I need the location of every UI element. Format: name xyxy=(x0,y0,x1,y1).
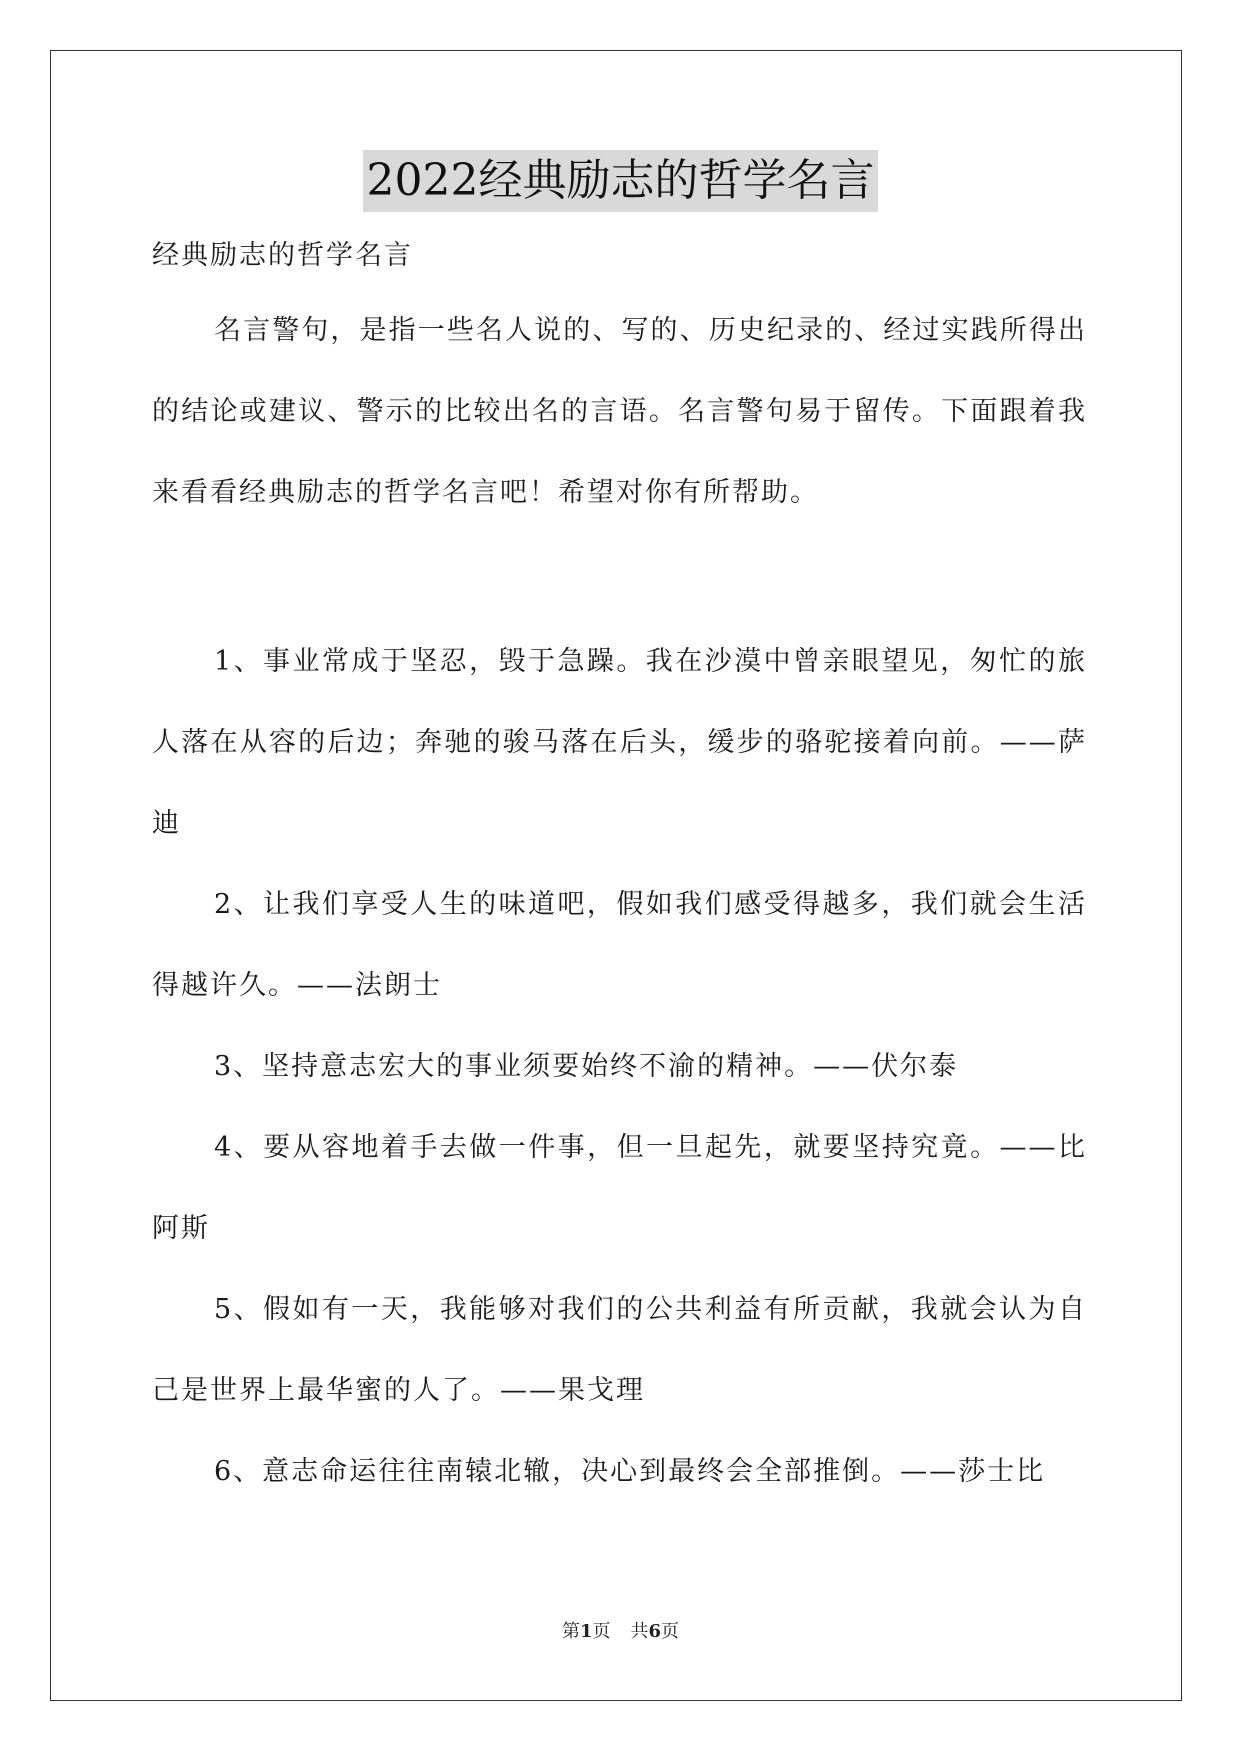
title-wrapper xyxy=(0,150,1241,212)
quote-item: 5、假如有一天，我能够对我们的公共利益有所贡献，我就会认为自己是世界上最华蜜的人了。——果戈理 xyxy=(152,1294,1087,1406)
intro-paragraph: 名言警句，是指一些名人说的、写的、历史纪录的、经过实践所得出的结论或建议、警示的比较出名的言语。名言警句易于留传。下面跟着我来看看经典励志的哲学名言吧！希望对你有所帮助。 xyxy=(152,315,1087,508)
quote-item: 6、意志命运往往南辕北辙，决心到最终会全部推倒。——莎士比 xyxy=(214,1456,1046,1487)
page-footer xyxy=(0,1617,1241,1643)
blank-spacer xyxy=(152,533,1087,621)
document-subtitle: 经典励志的哲学名言 xyxy=(152,240,413,271)
total-prefix: 共 xyxy=(630,1621,649,1642)
quote-item: 4、要从容地着手去做一件事，但一旦起先，就要坚持究竟。——比阿斯 xyxy=(152,1132,1087,1244)
quote-item: 3、坚持意志宏大的事业须要始终不渝的精神。——伏尔泰 xyxy=(214,1051,959,1082)
document-title: 2022经典励志的哲学名言 xyxy=(363,150,879,212)
quote-item: 1、事业常成于坚忍，毁于急躁。我在沙漠中曾亲眼望见，匆忙的旅人落在从容的后边；奔驰的骏马落在后头，缓步的骆驼接着向前。——萨迪 xyxy=(152,646,1087,839)
page-total: 6 xyxy=(648,1621,662,1642)
total-suffix: 页 xyxy=(661,1621,680,1642)
document-body xyxy=(152,236,1087,1512)
page-current: 1 xyxy=(579,1621,593,1642)
page-mid: 页 xyxy=(592,1621,611,1642)
page-prefix: 第 xyxy=(561,1621,580,1642)
quote-item: 2、让我们享受人生的味道吧，假如我们感受得越多，我们就会生活得越许久。——法朗士 xyxy=(152,889,1087,1001)
